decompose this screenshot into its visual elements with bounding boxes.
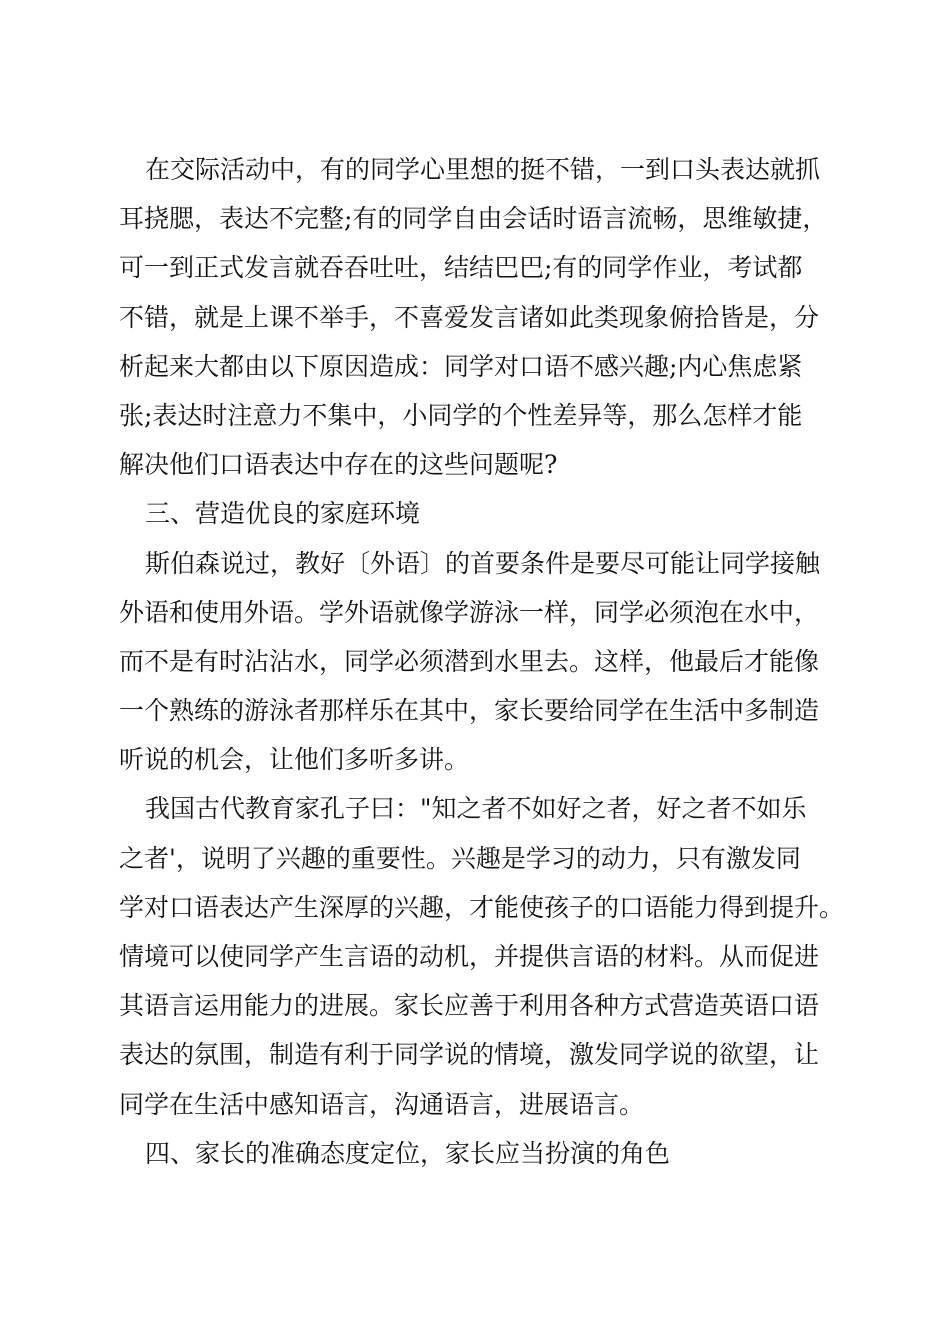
paragraph-2-line-4: 一个熟练的游泳者那样乐在其中，家长要给同学在生活中多制造 [119,696,820,726]
paragraph-1-line-1: 在交际活动中，有的同学心里想的挺不错，一到口头表达就抓 [145,155,821,184]
paragraph-2-line-1: 斯伯森说过，教好〔外语〕的首要条件是要尽可能让同学接触 [145,548,821,578]
paragraph-1-line-3: 可一到正式发言就吞吞吐吐，结结巴巴;有的同学作业，考试都 [119,253,803,283]
paragraph-1-line-7: 解决他们口语表达中存在的这些问题呢? [119,450,558,480]
section-heading-3: 三、营造优良的家庭环境 [145,499,421,529]
paragraph-3-line-3: 学对口语表达产生深厚的兴趣，才能使孩子的口语能力得到提升。 [119,892,845,922]
paragraph-1-line-6: 张;表达时注意力不集中，小同学的个性差异等，那么怎样才能 [119,400,803,430]
paragraph-3-line-7: 同学在生活中感知语言，沟通语言，进展语言。 [119,1089,645,1119]
paragraph-3-line-5: 其语言运用能力的进展。家长应善于利用各种方式营造英语口语 [119,991,820,1021]
paragraph-3-line-1: 我国古代教育家孔子曰："知之者不如好之者，好之者不如乐 [145,794,807,824]
paragraph-3-line-6: 表达的氛围，制造有利于同学说的情境，激发同学说的欲望，让 [119,1040,820,1070]
paragraph-1-line-2: 耳挠腮，表达不完整;有的同学自由会话时语言流畅，思维敏捷， [119,204,828,234]
document-body [119,145,845,1178]
paragraph-2-line-5: 听说的机会，让他们多听多讲。 [119,745,470,775]
paragraph-3-line-2: 之者'，说明了兴趣的重要性。兴趣是学习的动力，只有激发同 [119,843,801,873]
paragraph-1-line-5: 析起来大都由以下原因造成：同学对口语不感兴趣;内心焦虑紧 [119,351,803,381]
paragraph-3-line-4: 情境可以使同学产生言语的动机，并提供言语的材料。从而促进 [119,942,820,971]
paragraph-2-line-2: 外语和使用外语。学外语就像学游泳一样，同学必须泡在水中， [119,597,820,627]
paragraph-1-line-4: 不错，就是上课不举手，不喜爱发言诸如此类现象俯拾皆是，分 [119,302,820,332]
section-heading-4: 四、家长的准确态度定位，家长应当扮演的角色 [145,1138,671,1168]
paragraph-2-line-3: 而不是有时沾沾水，同学必须潜到水里去。这样，他最后才能像 [119,646,820,676]
